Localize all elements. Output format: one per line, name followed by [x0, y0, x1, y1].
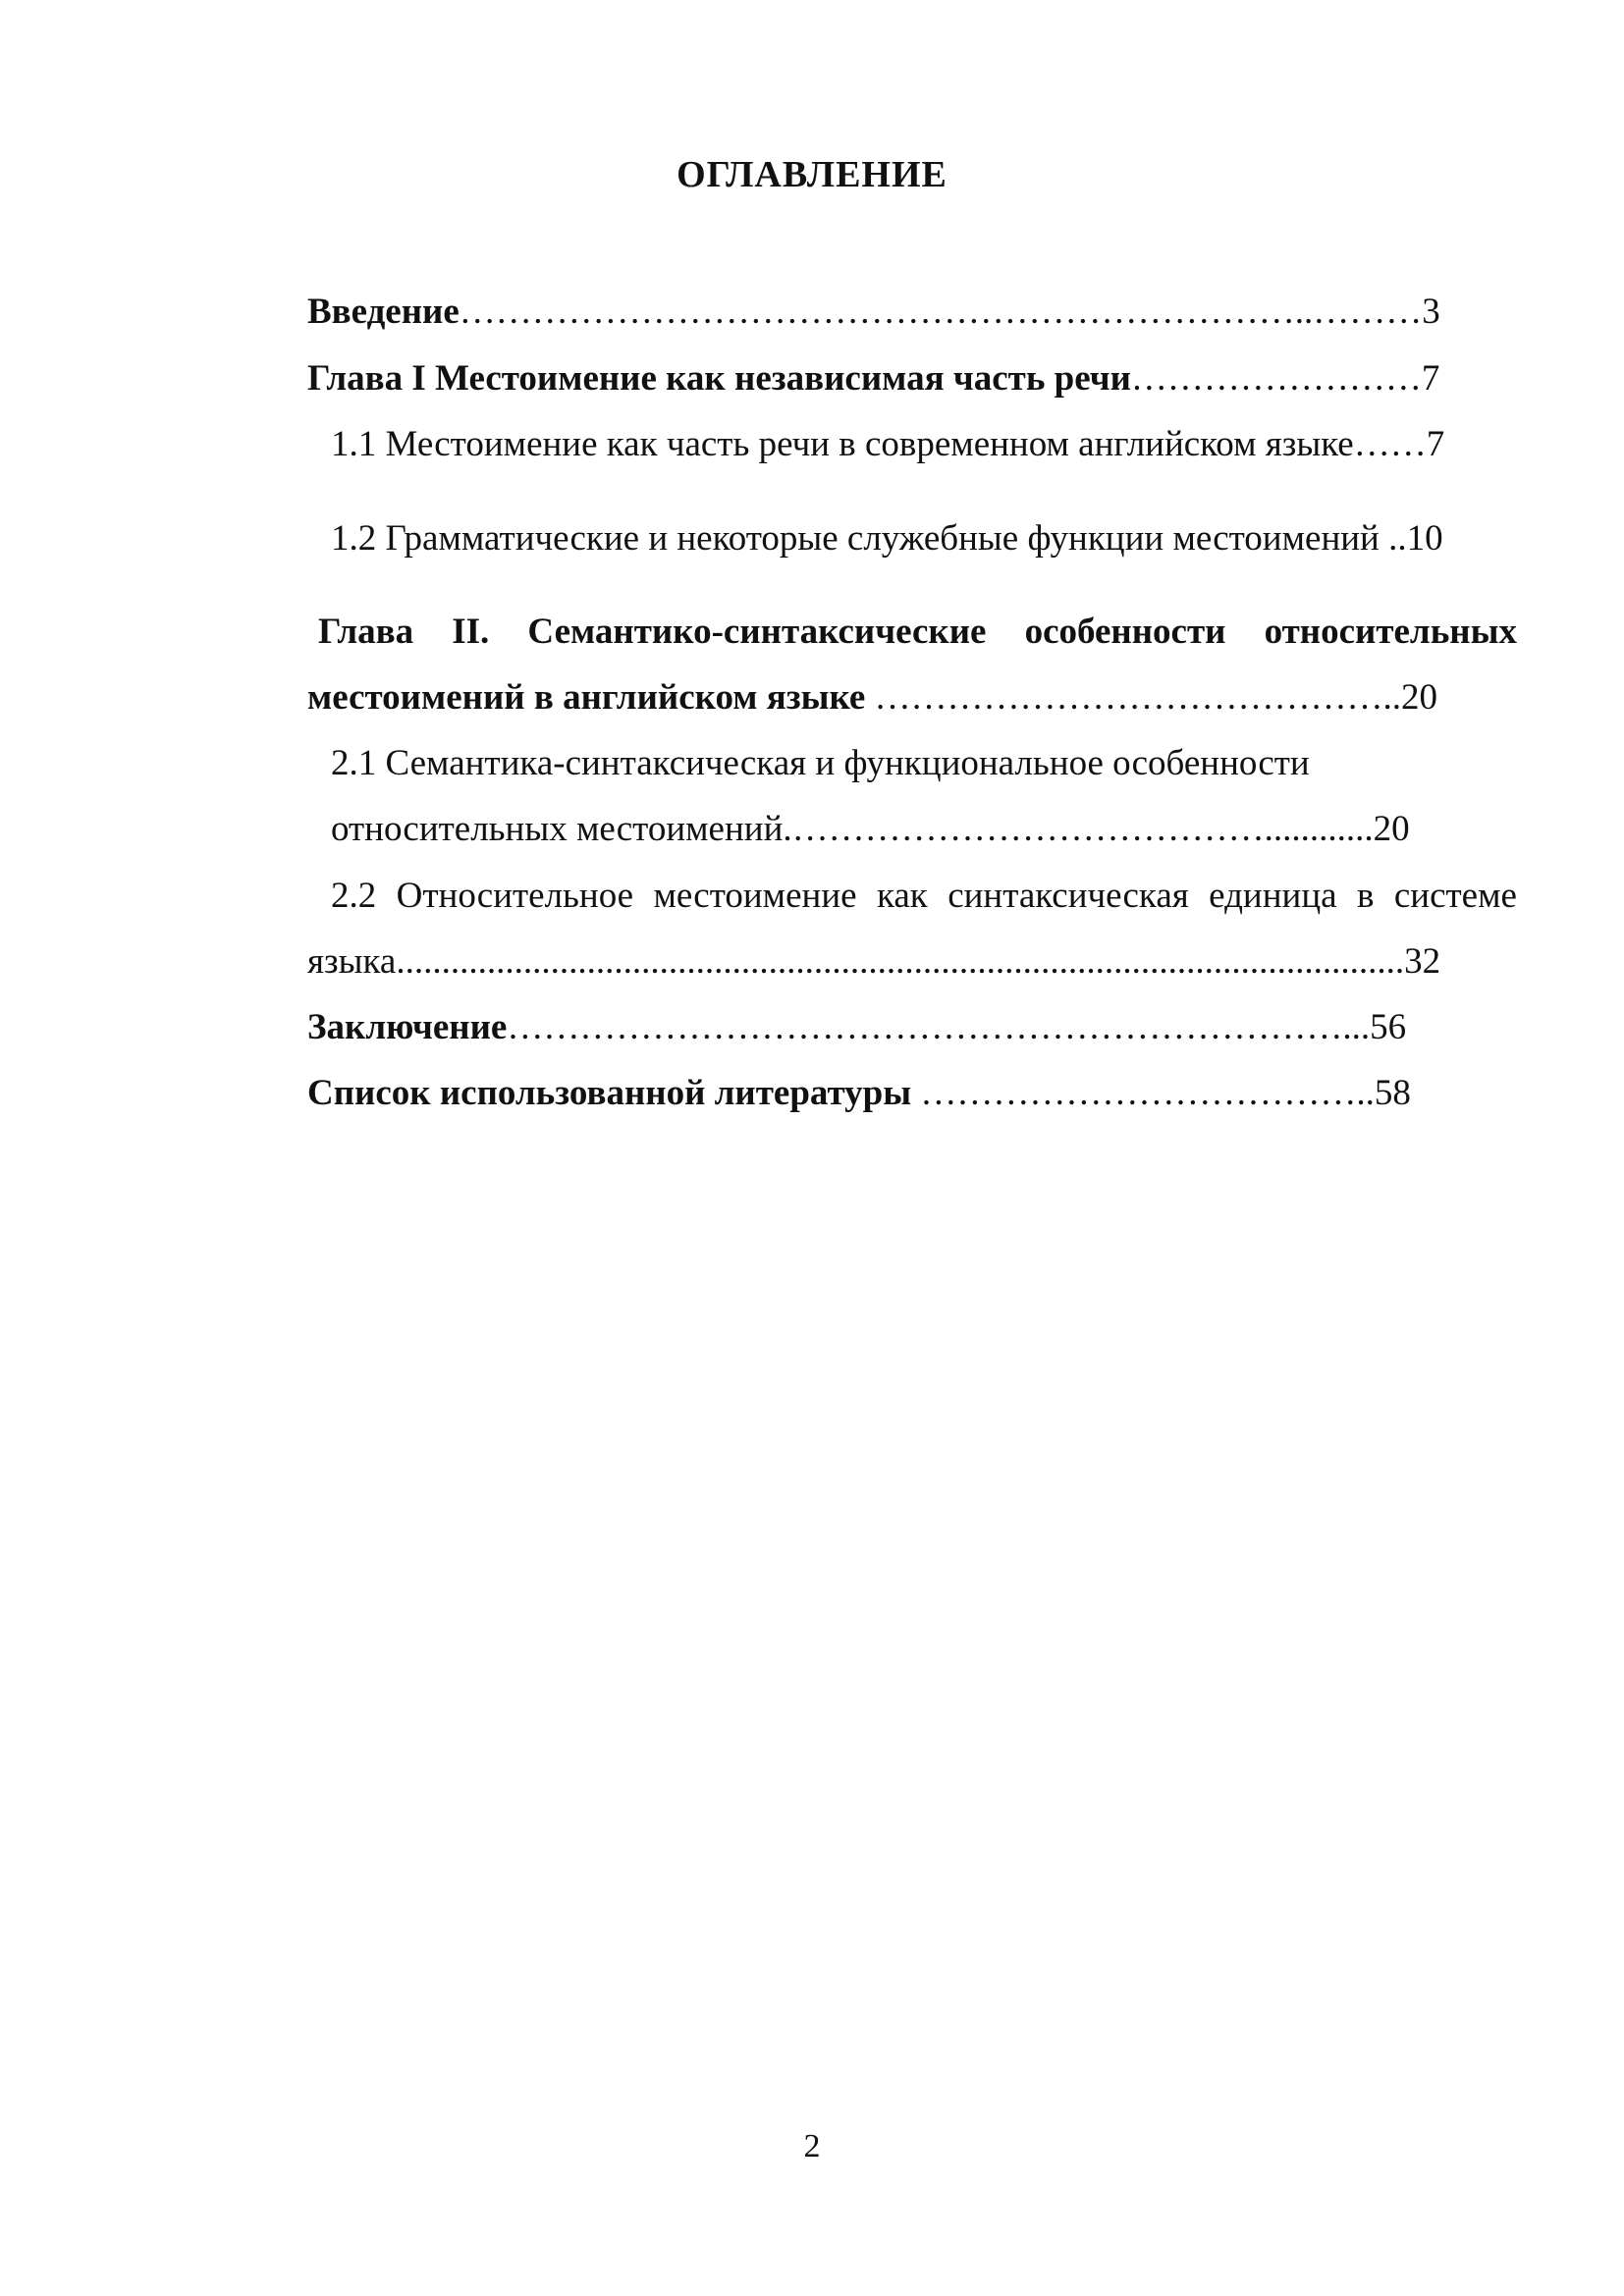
- toc-leader: ……………………: [1130, 358, 1422, 399]
- toc-entry-section-2-1-line-2[interactable]: [331, 808, 1517, 851]
- toc-page-number: ..56: [1351, 1007, 1407, 1047]
- toc-page-number: 3: [1422, 292, 1440, 332]
- toc-entry-section-1-1[interactable]: [331, 423, 1517, 466]
- toc-entry-chapter-2-line-1[interactable]: [318, 611, 1517, 654]
- toc-entry-label: 2.1 Семантика-синтаксическая и функциональное особенности: [331, 743, 1310, 783]
- toc-entry-label: 1.2 Грамматические и некоторые служебные функции местоимений ..: [331, 518, 1407, 559]
- toc-entry-label: языка...............................................................................................................: [307, 941, 1405, 982]
- toc-leader: ………………………………..: [911, 1073, 1375, 1113]
- toc-leader: …………………………………............: [791, 809, 1374, 849]
- toc-word: как: [876, 876, 928, 916]
- toc-word: системе: [1393, 876, 1517, 916]
- toc-word: Глава: [318, 612, 414, 652]
- toc-entry-intro[interactable]: [307, 291, 1517, 334]
- toc-entry-chapter-2-line-2[interactable]: [307, 676, 1517, 720]
- toc-page-number: 7: [1421, 358, 1440, 399]
- toc-entry-label: относительных местоимений.: [331, 809, 792, 849]
- toc-page-number: 58: [1374, 1073, 1411, 1113]
- toc-page-number: 20: [1373, 809, 1410, 849]
- toc-entry-section-2-2-line-2[interactable]: [307, 940, 1517, 984]
- toc-page-number: 20: [1401, 677, 1438, 718]
- toc-word: 2.2: [331, 876, 377, 916]
- toc-word: единица: [1209, 876, 1337, 916]
- toc-leader: ……………………………………………………………..………: [459, 292, 1423, 332]
- toc-page-number: 7: [1426, 424, 1445, 464]
- toc-word: Относительное: [396, 876, 634, 916]
- toc-page-number: 10: [1406, 518, 1443, 559]
- toc-word: особенности: [1024, 612, 1226, 652]
- toc-entry-section-2-1-line-1[interactable]: [331, 742, 1517, 785]
- toc-word: Семантико-синтаксические: [527, 612, 987, 652]
- toc-leader: …………………………………………………………….: [507, 1007, 1352, 1047]
- toc-entry-bibliography[interactable]: [307, 1072, 1517, 1115]
- toc-word: местоимение: [653, 876, 857, 916]
- toc-entry-label: местоимений в английском языке: [307, 677, 866, 718]
- toc-word: синтаксическая: [947, 876, 1189, 916]
- toc-entry-label: 1.1 Местоимение как часть речи в современном английском языке……: [331, 424, 1427, 464]
- toc-word: в: [1356, 876, 1375, 916]
- page-title: ОГЛАВЛЕНИЕ: [677, 154, 947, 195]
- toc-entry-label: Список использованной литературы: [307, 1073, 912, 1113]
- toc-leader: ……………………………………..: [865, 677, 1402, 718]
- page-number: 2: [803, 2128, 821, 2164]
- toc-entry-label: Введение: [307, 292, 460, 332]
- toc-entry-label: Глава I Местоимение как независимая часть речи: [307, 358, 1131, 399]
- toc-entry-conclusion[interactable]: [307, 1006, 1517, 1049]
- toc-entry-label: Заключение: [307, 1007, 508, 1047]
- toc-entry-chapter-1[interactable]: [307, 357, 1517, 400]
- toc-entry-section-2-2-line-1[interactable]: [331, 875, 1517, 918]
- toc-entry-section-1-2[interactable]: [331, 517, 1517, 561]
- toc-word: II.: [452, 612, 490, 652]
- toc-page-number: 32: [1404, 941, 1441, 982]
- toc-word: относительных: [1264, 612, 1517, 652]
